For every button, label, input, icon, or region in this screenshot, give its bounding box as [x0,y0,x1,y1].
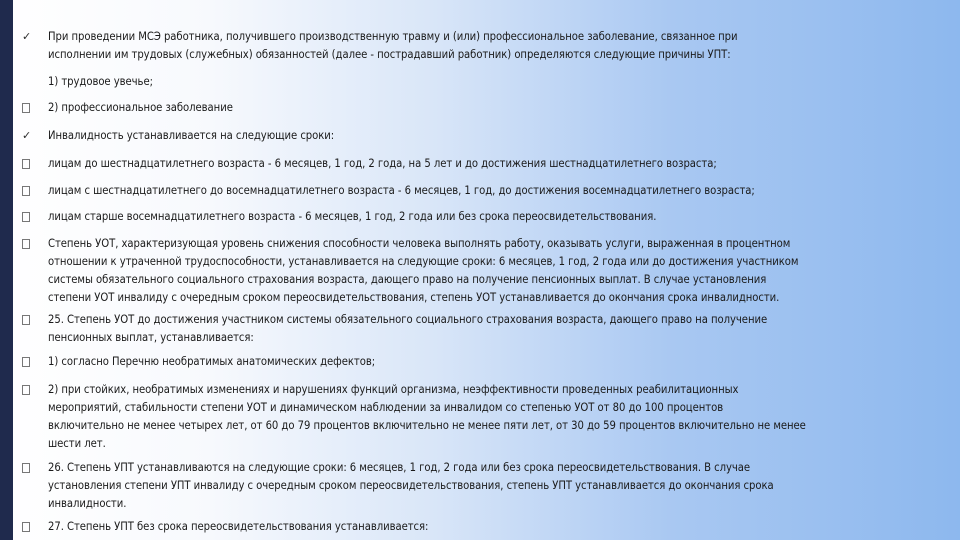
check-icon: ✓ [22,30,32,43]
bullet-item [22,127,892,145]
square-bullet-icon [22,159,30,169]
square-bullet-icon [22,186,30,196]
bullet-text: лицам с шестнадцатилетнего до восемнадцатилетнего возраста - 6 месяцев, 1 год, до достижения восемнадцатилетнего возраста; [48,184,755,197]
square-bullet-icon [22,103,30,113]
square-bullet-icon [22,315,30,325]
bullet-text: 25. Степень УОТ до достижения участником системы обязательного социального страхования возраста, дающего право на получение пенсионных выплат, устанавливается: [48,313,768,344]
bullet-text: 2) профессиональное заболевание [48,101,233,114]
slide-content [22,28,912,540]
bullet-text: Степень УОТ, характеризующая уровень снижения способности человека выполнять работу, оказывать услуги, выраженная в процентном отношении к утраченной трудоспособности, устанавливается на следующие сроки: 6 месяцев, 1 год, 2 года или до достижения участником системы обязательного социального страхования возраста, дающего право на получение пенсионных выплат. В случае установления степени УОТ инвалиду с очередным сроком переосвидетельствования, степень УОТ устанавливается до окончания срока инвалидности. [48,237,799,304]
check-icon: ✓ [22,129,32,142]
bullet-item [22,381,892,453]
square-bullet-icon [22,212,30,222]
bullet-text: лицам до шестнадцатилетнего возраста - 6 месяцев, 1 год, 2 года, на 5 лет и до достижения шестнадцатилетнего возраста; [48,157,717,170]
bullet-item [22,208,892,226]
bullet-item [22,28,892,64]
square-bullet-icon [22,522,30,532]
bullet-item [22,99,892,117]
bullet-item [22,311,892,347]
bullet-text: Инвалидность устанавливается на следующие сроки: [48,129,335,142]
square-bullet-icon [22,385,30,395]
bullet-text: 26. Степень УПТ устанавливаются на следующие сроки: 6 месяцев, 1 год, 2 года или без срока переосвидетельствования. В случае установления степени УПТ инвалиду с очередным сроком переосвидетельствования, степень УПТ устанавливается до окончания срока инвалидности. [48,461,774,510]
bullet-text: лицам старше восемнадцатилетнего возраста - 6 месяцев, 1 год, 2 года или без срока переосвидетельствования. [48,210,657,223]
bullet-text: При проведении МСЭ работника, получившего производственную травму и (или) профессиональное заболевание, связанное при исполнении им трудовых (служебных) обязанностей (далее - пострадавший работник) определяются следующие причины УПТ: [48,30,738,61]
left-accent-bar [0,0,13,540]
bullet-text: 1) трудовое увечье; [48,75,153,88]
square-bullet-icon [22,463,30,473]
bullet-text: 1) согласно Перечню необратимых анатомических дефектов; [48,355,376,368]
bullet-text: 2) при стойких, необратимых изменениях и нарушениях функций организма, неэффективности проведенных реабилитационных мероприятий, стабильности степени УОТ и динамическом наблюдении за инвалидом со степенью УОТ от 80 до 100 процентов включительно не менее четырех лет, от 60 до 79 процентов включительно не менее пяти лет, от 30 до 59 процентов включительно не менее шести лет. [48,383,806,450]
square-bullet-icon [22,357,30,367]
square-bullet-icon [22,239,30,249]
bullet-item [22,73,892,91]
bullet-item [22,155,892,173]
bullet-item [22,182,892,200]
bullet-item [22,235,892,307]
bullet-item [22,353,892,371]
bullet-item [22,518,892,536]
bullet-item [22,459,892,513]
bullet-text: 27. Степень УПТ без срока переосвидетельствования устанавливается: [48,520,429,533]
